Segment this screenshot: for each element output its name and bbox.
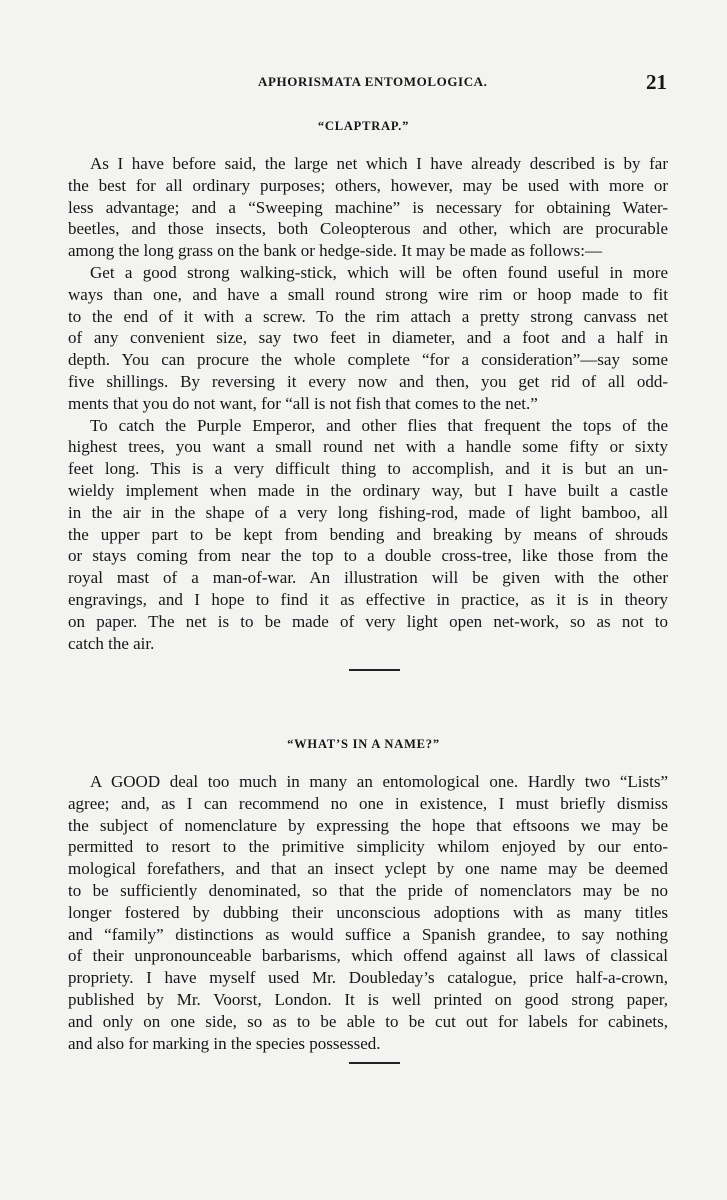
text-line: and “family” distinctions as would suffice a Spanish grandee, to say nothing	[68, 924, 668, 944]
text-line: highest trees, you want a small round net with a handle some fifty or sixty	[68, 437, 668, 457]
text-line: to be sufficiently denominated, so that the pride of nomenclators may be no	[68, 880, 668, 900]
text-line: in the air in the shape of a very long fishing-rod, made of light bamboo, all	[68, 502, 668, 522]
text-line: the best for all ordinary purposes; others, however, may be used with more or	[68, 175, 668, 195]
text-line: To catch the Purple Emperor, and other flies that frequent the tops of the	[90, 415, 668, 435]
text-line: wieldy implement when made in the ordinary way, but I have built a castle	[68, 480, 668, 500]
section-divider	[349, 1062, 400, 1064]
text-line: As I have before said, the large net which I have already described is by far	[90, 154, 668, 173]
page-number: 21	[646, 70, 667, 94]
text-line: on paper. The net is to be made of very light open net-work, so as not to	[68, 611, 668, 631]
text-line: propriety. I have myself used Mr. Doubleday’s catalogue, price half-a-crown,	[68, 968, 668, 988]
text-line: permitted to resort to the primitive simplicity whilom enjoyed by our ento-	[68, 837, 668, 857]
text-line: and only on one side, so as to be able to be cut out for labels for cabinets,	[68, 1011, 668, 1031]
text-line: of any convenient size, say two feet in diameter, and a foot and a half in	[68, 328, 668, 348]
text-line: A GOOD deal too much in many an entomological one. Hardly two “Lists”	[90, 772, 668, 791]
text-line: five shillings. By reversing it every now and then, you get rid of all odd-	[68, 371, 668, 391]
text-line: of their unpronounceable barbarisms, which offend against all laws of classical	[68, 946, 668, 966]
text-line: longer fostered by dubbing their unconscious adoptions with as many titles	[68, 902, 668, 922]
section-heading-whats-in-a-name: “WHAT’S IN A NAME?”	[287, 737, 440, 751]
text-line: agree; and, as I can recommend no one in existence, I must briefly dismiss	[68, 793, 668, 813]
text-line: ways than one, and have a small round strong wire rim or hoop made to fit	[68, 284, 668, 304]
text-line: beetles, and those insects, both Coleopterous and other, which are procurable	[68, 219, 668, 239]
text-line: depth. You can procure the whole complete “for a consideration”—say some	[68, 350, 668, 370]
text-line: royal mast of a man-of-war. An illustration will be given with the other	[68, 568, 668, 588]
text-line: the subject of nomenclature by expressing the hope that eftsoons we may be	[68, 815, 668, 835]
text-line: Get a good strong walking-stick, which will be often found useful in more	[90, 262, 668, 282]
section-heading-claptrap: “CLAPTRAP.”	[317, 119, 410, 133]
text-line: the upper part to be kept from bending and breaking by means of shrouds	[68, 524, 668, 544]
text-line: catch the air.	[68, 633, 155, 653]
running-head: APHORISMATA ENTOMOLOGICA.	[258, 74, 488, 89]
text-line: to the end of it with a screw. To the rim attach a pretty strong canvass net	[68, 306, 668, 326]
text-line: or stays coming from near the top to a double cross-tree, like those from the	[68, 546, 668, 566]
text-line: ments that you do not want, for “all is not fish that comes to the net.”	[68, 393, 538, 413]
text-line: less advantage; and a “Sweeping machine” is necessary for obtaining Water-	[68, 197, 668, 217]
text-line: and also for marking in the species possessed.	[68, 1033, 381, 1053]
text-line: engravings, and I hope to find it as effective in practice, as it is in theory	[68, 589, 668, 609]
text-line: among the long grass on the bank or hedge-side. It may be made as follows:—	[68, 241, 602, 261]
section-body-claptrap	[68, 153, 668, 654]
section-body-whats-in-a-name	[68, 771, 668, 1054]
section-divider	[349, 669, 400, 671]
text-line: published by Mr. Voorst, London. It is well printed on good strong paper,	[68, 989, 668, 1009]
text-line: feet long. This is a very difficult thing to accomplish, and it is but an un-	[68, 459, 668, 479]
text-line: mological forefathers, and that an insect yclept by one name may be deemed	[68, 859, 668, 879]
